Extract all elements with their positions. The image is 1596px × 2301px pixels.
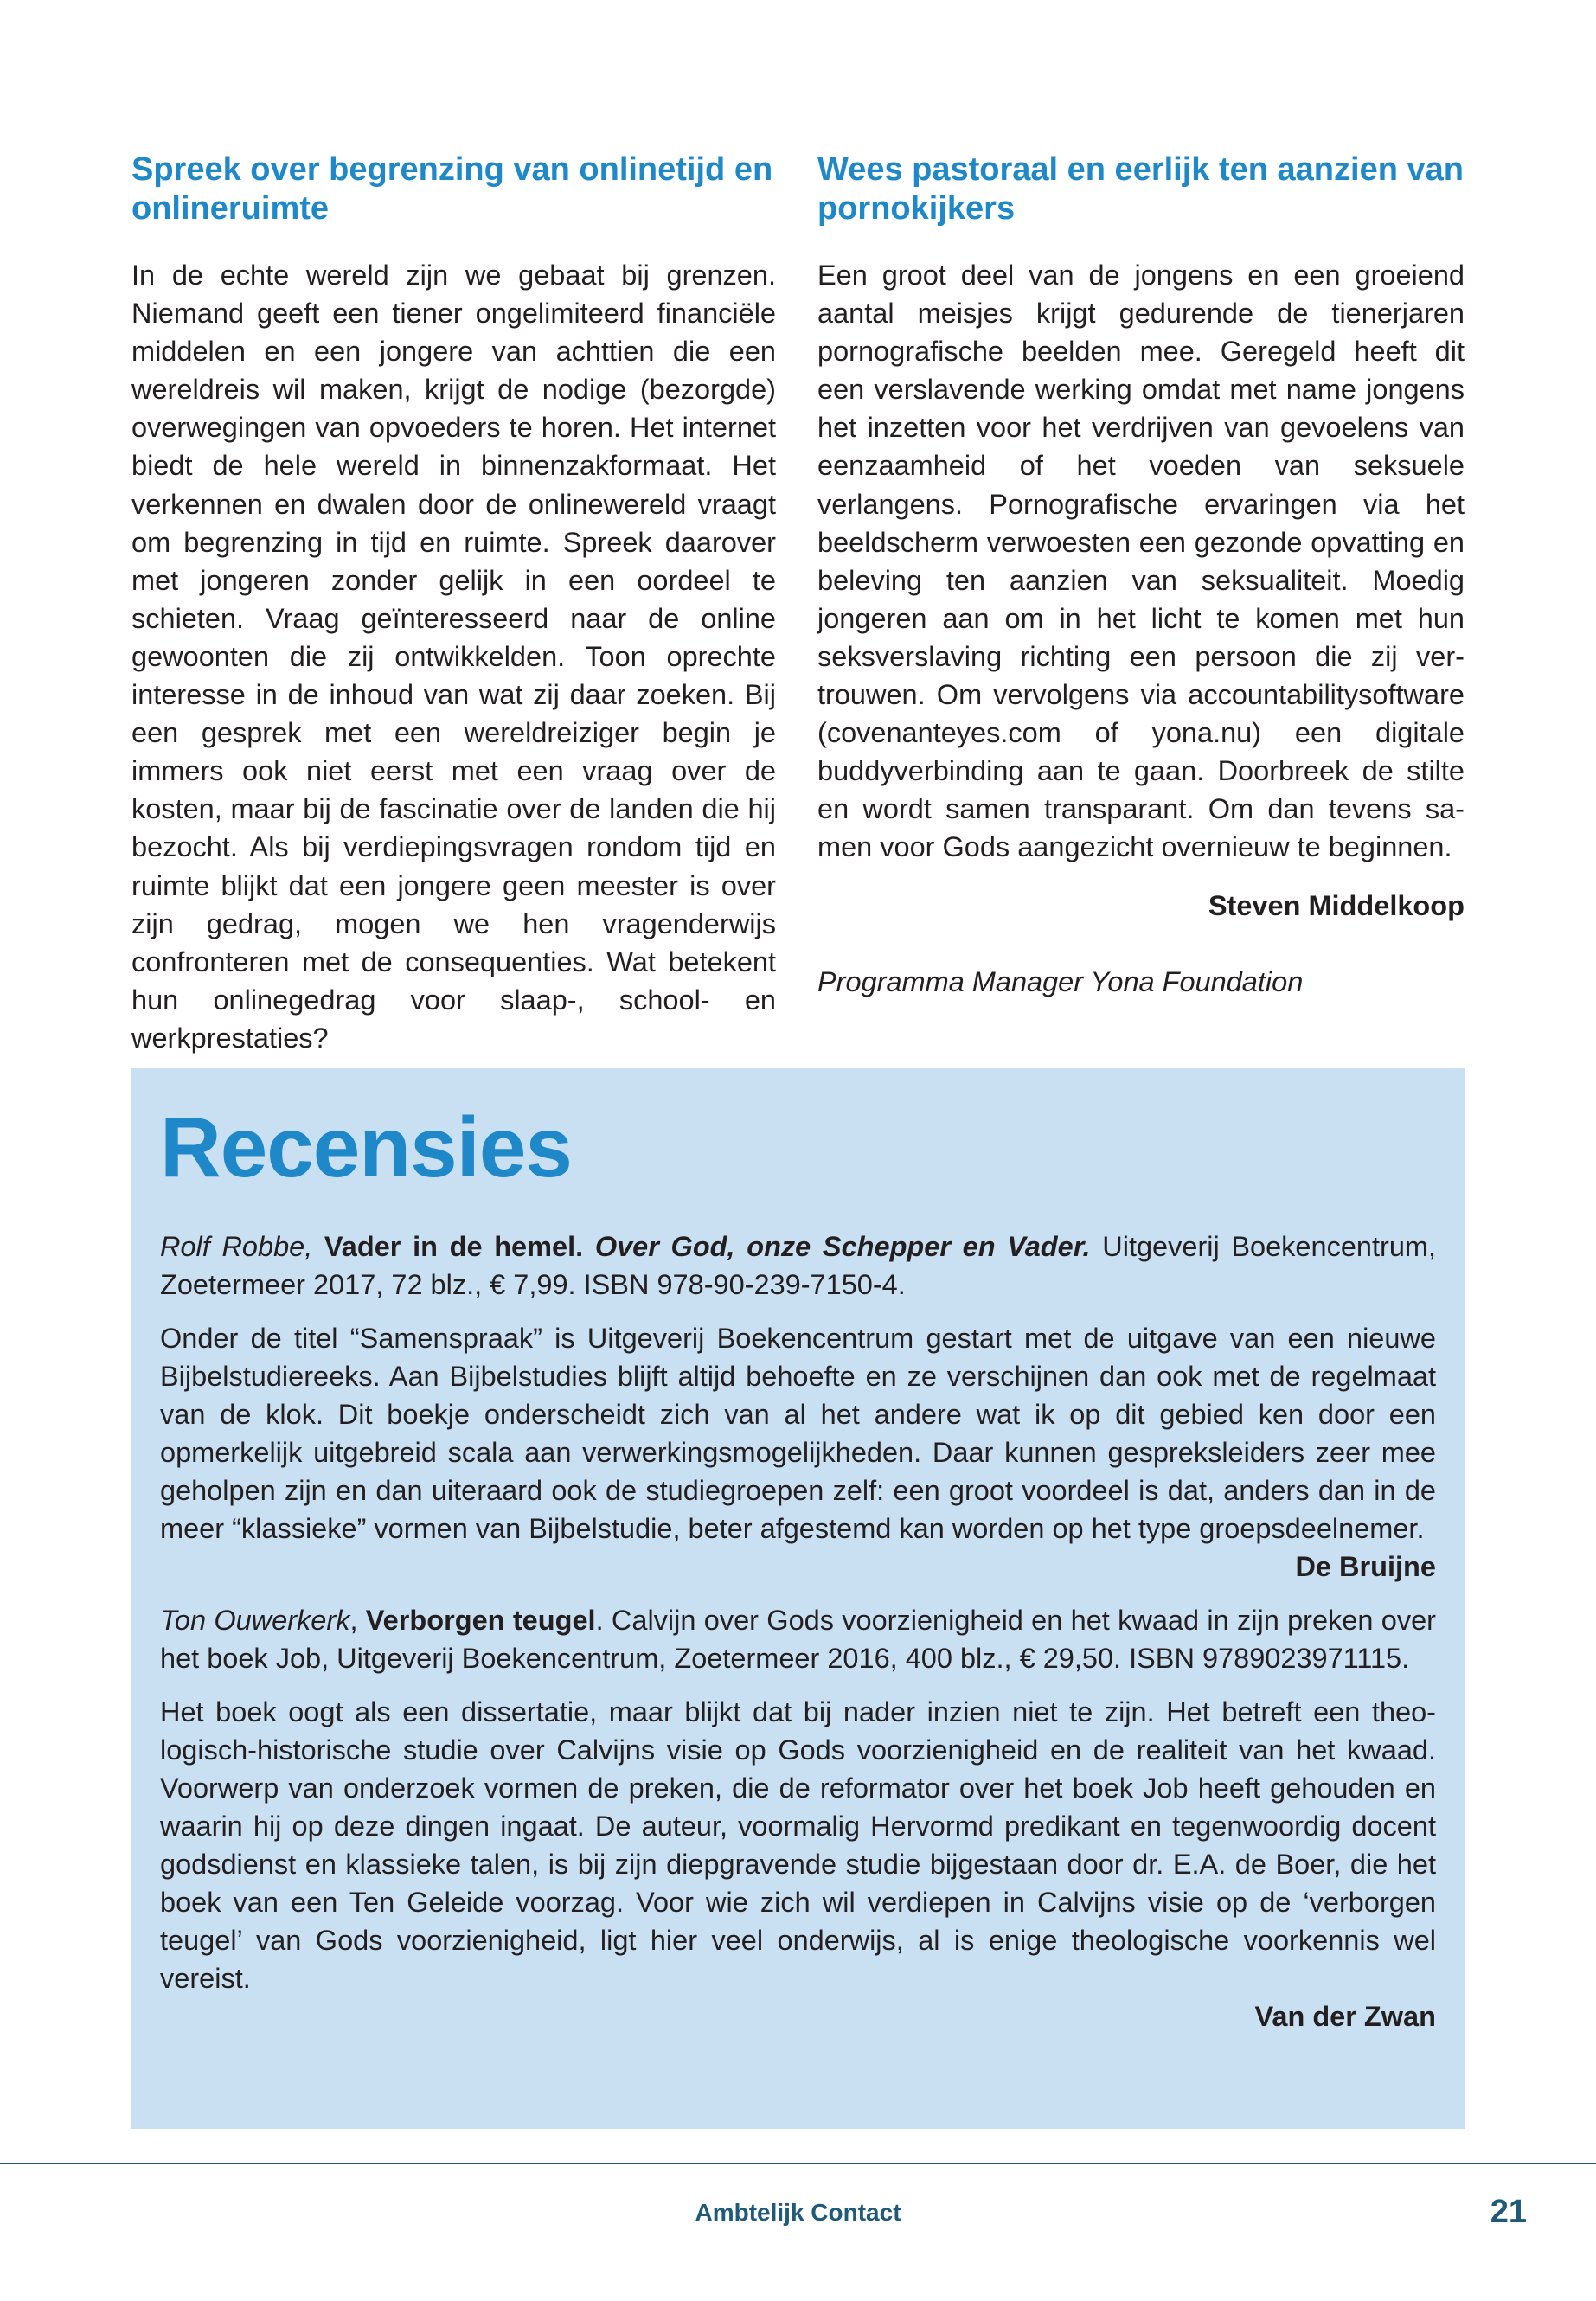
- review-2-details: . Calvijn over Gods voorzienigheid en het kwaad in zijn preken over het boek Job, Uitgeverij Boekencentrum, Zoetermeer 2016, 400 blz., € 29,50. ISBN 9789023971115.: [160, 1605, 1436, 1674]
- left-section-heading: Spreek over begrenzing van onlinetijd en onlineruimte: [131, 151, 773, 227]
- footer-publication: Ambtelijk Contact: [695, 2199, 901, 2226]
- review-2-text: Het boek oogt als een dissertatie, maar blijkt dat bij nader inzien niet te zijn. Het betreft een theologisch-historische studie over Calvijns visie op Gods voorzienigheid en de realiteit van het kwaad. Voorwerp van onderzoek vormen de preken, die de reformator over het boek Job heeft gehouden en waarin hij op deze dingen ingaat. De auteur, voormalig Hervormd predikant en tegenwoordig docent godsdienst en klassieke talen, is bij zijn diepgravende studie bijgestaan door dr. E.A. de Boer, die het boek van een Ten Geleide voorzag. Voor wie zich wil verdiepen in Calvijns visie op de ‘verborgen teugel’ van Gods voorzienigheid, ligt hier veel onderwijs, al is enige theologische voorkennis wel vereist.: [160, 1696, 1436, 1994]
- review-1-book-title: Vader in de hemel.: [324, 1231, 584, 1262]
- review-1-text: Onder de titel “Samenspraak” is Uitgeverij Boekencentrum gestart met de uitgave van een nieuwe Bijbelstudiereeks. Aan Bijbelstudies blijft altijd behoefte en ze verschijnen dan ook met de regelmaat van de klok. Dit boekje onderscheidt zich van al het andere wat ik op dit gebied ken door een opmerkelijk uitgebreid scala aan verwerkingsmogelijkheden. Daar kunnen gespreksleiders zeer mee geholpen zijn en dan uiteraard ook de studiegroepen zelf: een groot voordeel is dat, anders dan in de meer “klassieke” vormen van Bijbelstudie, beter afgestemd kan worden op het type groepsdeelnemer.: [160, 1323, 1436, 1544]
- right-section-heading: Wees pastoraal en eerlijk ten aanzien van pornokijkers: [817, 151, 1464, 227]
- review-1-reviewer: De Bruijne: [1295, 1551, 1436, 1582]
- review-1-citation: [160, 1227, 1436, 1304]
- review-2-author: Ton Ouwerkerk: [160, 1605, 350, 1636]
- left-column: [131, 151, 776, 1057]
- page-number: 21: [1490, 2194, 1527, 2230]
- review-2-book-title: Verborgen teugel: [365, 1605, 596, 1636]
- recensies-title: Recensies: [160, 1099, 572, 1195]
- review-1-details: Uitgeverij Boekencentrum, Zoetermeer 2017, 72 blz., € 7,99. ISBN 978-90-239-7150-4.: [160, 1231, 1437, 1300]
- right-section-role: Programma Manager Yona Foundation: [817, 965, 1304, 997]
- left-section-body: In de echte wereld zijn we gebaat bij grenzen. Niemand geeft een tiener ongelimiteerd financiële middelen en een jongere van achttien die een wereldreis wil maken, krijgt de nodige (bezorgde) overwegingen van opvoeders te horen. Het internet biedt de hele wereld in binnenzakformaat. Het verkennen en dwalen door de onlinewereld vraagt om begrenzing in tijd en ruimte. Spreek daarover met jongeren zonder gelijk in een oordeel te schieten. Vraag geïnteresseerd naar de online gewoonten die zij ontwikkelden. Toon oprechte interesse in de inhoud van wat zij daar zoeken. Bij een gesprek met een wereldreiziger begin je immers ook niet eerst met een vraag over de kosten, maar bij de fascinatie over de landen die hij bezocht. Als bij verdiepingsvragen rondom tijd en ruimte blijkt dat een jongere geen meester is over zijn gedrag, mogen we hen vragenderwijs confronteren met de consequenties. Wat betekent hun onlinegedrag voor slaap-, school- en werkprestaties?: [131, 260, 776, 1054]
- review-2-citation: Ton Ouwerkerk, Verborgen teugel. Calvijn over Gods voorzienigheid en het kwaad in zijn preken over het boek Job, Uitgeverij Boekencentrum, Zoetermeer 2016, 400 blz., € 29,50. ISBN 9789023971115.: [160, 1605, 1436, 1674]
- footer-divider: [0, 2163, 1596, 2164]
- review-2-reviewer: Van der Zwan: [1254, 2001, 1436, 2032]
- right-column: [817, 151, 1465, 1001]
- recensies-box: [131, 1068, 1465, 2129]
- right-section-body: Een groot deel van de jongens en een groeiend aantal meisjes krijgt gedurende de tienerjaren pornografische beelden mee. Geregeld heeft dit een verslavende werking omdat met name jongens het inzetten voor het verdrijven van gevoelens van eenzaamheid of het voeden van seksuele verlangens. Pornografische ervaringen via het beeldscherm verwoesten een gezonde opvatting en beleving ten aanzien van seksualiteit. Moedig jongeren aan om in het licht te komen met hun seksverslaving richting een persoon die zij vertrouwen. Om vervolgens via accountabilitysoftware (covenanteyes.com of yona.nu) een digitale buddyverbinding aan te gaan. Doorbreek de stilte en wordt samen transparant. Om dan tevens samen voor Gods aangezicht overnieuw te beginnen.: [817, 260, 1465, 863]
- review-1-author: Rolf Robbe,: [160, 1231, 313, 1262]
- right-section-author: Steven Middelkoop: [1208, 889, 1465, 921]
- review-1-book-subtitle: Over God, onze Schepper en Vader.: [594, 1231, 1091, 1262]
